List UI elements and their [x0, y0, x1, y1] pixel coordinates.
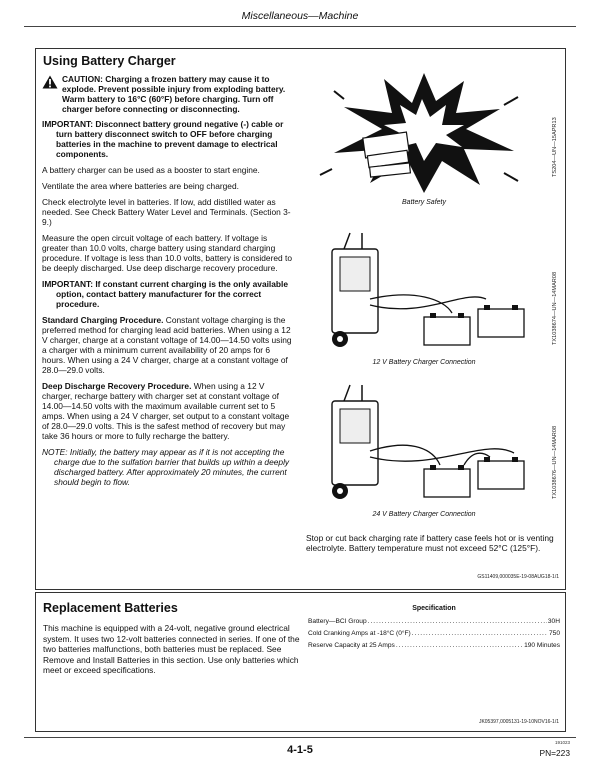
paragraph-deep-discharge: [42, 381, 293, 441]
paragraph-standard-charging: [42, 315, 293, 375]
reference-code: GS11409,000035E-19-08AUG18-1/1: [477, 574, 559, 580]
figure-battery-safety: [304, 69, 544, 206]
deep-text: When using a 12 V charger, recharge battery with charger set at constant voltage of 14.00—14.50 volts with the maximum available current set to 5 amps. When using a 24 V charger, set output to a constant voltage of 28.0—29.0 volts. This is the safest method of recovery but may take 36 hours or more to fully recharge the battery.: [42, 381, 290, 441]
standard-heading: Standard Charging Procedure.: [42, 315, 164, 325]
spec-label: Cold Cranking Amps at -18°C (0°F): [308, 630, 411, 637]
paragraph-stop-charging: Stop or cut back charging rate if battery case feels hot or is venting electrolyte. Battery temperature must not exceed 52°C (125°F).: [306, 533, 554, 553]
spec-row: [308, 642, 560, 649]
note-sulfation: NOTE: Initially, the battery may appear as if it is not accepting the charge due to the sulfation barrier that builds up within a deeply discharged battery. After approximately 20 minutes, the current should begin to flow.: [42, 447, 290, 487]
figure-id: TX1038676—UN—14MAR08: [552, 425, 558, 499]
figure-caption: 12 V Battery Charger Connection: [372, 359, 476, 366]
spec-value: 30H: [547, 618, 560, 625]
12v-charger-illustration: [304, 229, 544, 357]
replacement-batteries-section: [35, 592, 566, 732]
paragraph-replacement: This machine is equipped with a 24-volt, negative ground electrical system. It uses two 12-volt batteries connected in series. If one of the two batteries malfunctions, both batteries must be replaced. See Remove and Install Batteries in this section. Use only batteries which meet or exceed specifications.: [43, 623, 300, 675]
warning-triangle-icon: [42, 75, 58, 89]
caution-text: CAUTION: Charging a frozen battery may cause it to explode. Prevent possible injury from exploding battery. Warm battery to 16°C (60°F) before charging. Turn off charger before connecting or disconnecting.: [62, 74, 286, 114]
deep-heading: Deep Discharge Recovery Procedure.: [42, 381, 192, 391]
page-number: 4-1-5: [287, 744, 313, 756]
important-note-ground: IMPORTANT: Disconnect battery ground negative (-) cable or turn battery disconnect switch to OFF before charging batteries in the machine to prevent damage to electrical components.: [42, 119, 284, 159]
battery-explosion-illustration: [304, 69, 544, 197]
caution-block: [42, 74, 293, 114]
left-column: [42, 74, 293, 493]
figure-id: TS204—UN—15APR13: [552, 117, 558, 177]
paragraph-voltage: Measure the open circuit voltage of each battery. If voltage is greater than 10.0 volts, charge battery using standard charging procedure. If voltage is less than 10.0 volts, battery is considered to be deeply discharged. Use deep discharge recovery procedure.: [42, 233, 292, 273]
footer-divider: [24, 737, 576, 738]
spec-value: 750: [548, 630, 560, 637]
specification-table: [308, 605, 560, 654]
battery-charger-section: [35, 48, 566, 590]
24v-charger-illustration: [304, 381, 544, 509]
pn-number: PN=223: [539, 748, 570, 758]
paragraph-booster: A battery charger can be used as a booster to start engine.: [42, 165, 260, 175]
paragraph-ventilate: Ventilate the area where batteries are being charged.: [42, 181, 239, 191]
spec-row: [308, 630, 560, 637]
figure-12v-charger: [304, 229, 544, 366]
section-title: Replacement Batteries: [43, 601, 178, 615]
reference-code: JK05397,0005131-19-10NOV16-1/1: [478, 719, 559, 725]
important-note-constant-current: IMPORTANT: If constant current charging is the only available option, contact battery manufacturer for the correct procedure.: [42, 279, 289, 309]
spec-title: Specification: [412, 605, 456, 612]
spec-value: 190 Minutes: [524, 642, 560, 649]
footer-small-id: 191023: [554, 740, 570, 745]
figure-id: TX1038674—UN—14MAR08: [552, 271, 558, 345]
spec-row: [308, 618, 560, 625]
standard-text: Constant voltage charging is the preferred method for charging lead acid batteries. When using a 12 V charger, charge at a constant voltage of 14.00—14.50 volts using a charger with a minimum current availability of 20 amps for 6 hours. When using a 24 V charger, charge at a constant voltage of 28.0—29.0 volts.: [42, 315, 292, 375]
figure-24v-charger: [304, 381, 544, 518]
figure-caption: 24 V Battery Charger Connection: [372, 511, 476, 518]
figure-caption: Battery Safety: [402, 199, 446, 206]
section-title: Using Battery Charger: [43, 54, 176, 68]
spec-label: Reserve Capacity at 25 Amps: [308, 642, 395, 649]
running-header: Miscellaneous—Machine: [24, 10, 576, 27]
spec-label: Battery—BCI Group: [308, 618, 367, 625]
paragraph-electrolyte: Check electrolyte level in batteries. If low, add distilled water as needed. See Check Battery Water Level and Terminals. (Section 3-9.): [42, 197, 291, 227]
